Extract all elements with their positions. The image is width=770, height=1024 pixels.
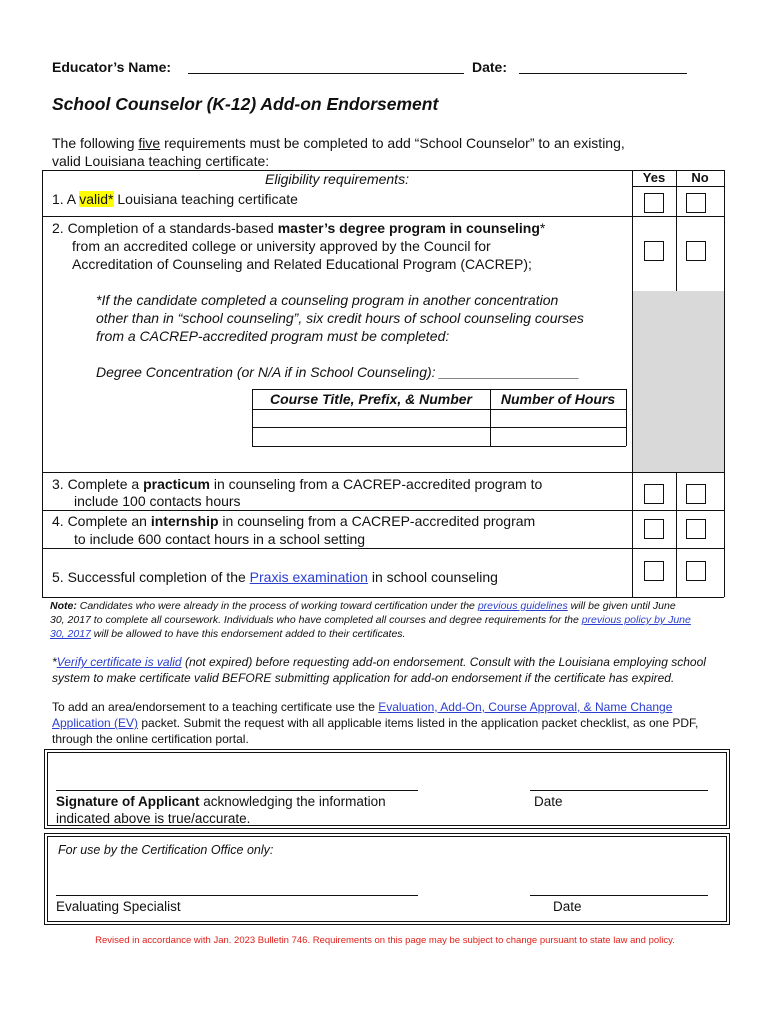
eligibility-heading: Eligibility requirements: <box>265 171 409 187</box>
req2-note-line2: other than in “school counseling”, six credit hours of school counseling courses <box>96 310 584 326</box>
office-date-line[interactable] <box>530 895 708 896</box>
req4-no-checkbox[interactable] <box>686 519 706 539</box>
signature-label-line2: indicated above is true/accurate. <box>56 811 251 826</box>
requirement-1: 1. A valid* Louisiana teaching certificate <box>52 191 298 207</box>
req1-yes-checkbox[interactable] <box>644 193 664 213</box>
signature-date-line[interactable] <box>530 790 708 791</box>
add-line3: through the online certification portal. <box>52 732 249 746</box>
shaded-cell <box>632 291 724 472</box>
req2-yes-checkbox[interactable] <box>644 241 664 261</box>
intro-text-line2: valid Louisiana teaching certificate: <box>52 153 270 169</box>
previous-policy-link-cont[interactable]: 30, 2017 <box>50 628 91 640</box>
previous-guidelines-link[interactable]: previous guidelines <box>477 600 568 612</box>
req5-yes-checkbox[interactable] <box>644 561 664 581</box>
hours-column-header: Number of Hours <box>500 391 616 407</box>
specialist-line[interactable] <box>56 895 418 896</box>
educator-name-field[interactable] <box>188 73 464 74</box>
req2-note-line3: from a CACREP-accredited program must be completed: <box>96 328 450 344</box>
requirement-2-line2: from an accredited college or university approved by the Council for <box>72 238 491 254</box>
no-column-header: No <box>691 170 709 185</box>
note-line3: 30, 2017 will be allowed to have this endorsement added to their certificates. <box>50 628 406 640</box>
requirement-2-line3: Accreditation of Counseling and Related Educational Program (CACREP); <box>72 256 532 272</box>
date-field[interactable] <box>519 73 687 74</box>
course-title-cell[interactable] <box>253 428 489 445</box>
verify-certificate-link[interactable]: Verify certificate is valid <box>56 655 182 669</box>
intro-text: The following five requirements must be completed to add “School Counselor” to an existing, <box>52 135 625 151</box>
note-line2: 30, 2017 to complete all coursework. Individuals who have completed all courses and degree requirements for the previous policy by June <box>50 614 691 626</box>
requirement-4: 4. Complete an internship in counseling from a CACREP-accredited program <box>52 513 536 529</box>
req4-yes-checkbox[interactable] <box>644 519 664 539</box>
course-title-column-header: Course Title, Prefix, & Number <box>269 391 472 407</box>
hours-cell[interactable] <box>491 410 625 426</box>
previous-policy-link[interactable]: previous policy by June <box>581 614 691 626</box>
req3-yes-checkbox[interactable] <box>644 484 664 504</box>
req2-note-line1: *If the candidate completed a counseling program in another concentration <box>96 292 559 308</box>
educator-name-label: Educator’s Name: <box>52 59 172 75</box>
footer-revision-note: Revised in accordance with Jan. 2023 Bulletin 746. Requirements on this page may be subject to change pursuant to state law and policy. <box>95 935 675 946</box>
add-line2: Application (EV) packet. Submit the request with all applicable items listed in the application packet checklist, as one PDF, <box>52 716 699 730</box>
requirement-5: 5. Successful completion of the Praxis examination in school counseling <box>52 569 498 585</box>
praxis-examination-link[interactable]: Praxis examination <box>249 569 368 585</box>
signature-line[interactable] <box>56 790 418 791</box>
req2-no-checkbox[interactable] <box>686 241 706 261</box>
ev-packet-link[interactable]: Evaluation, Add-On, Course Approval, & Name Change <box>378 700 673 714</box>
verify-line2: system to make certificate valid BEFORE submitting application for add-on endorsement if the certificate has expired. <box>52 671 675 685</box>
office-use-heading: For use by the Certification Office only: <box>58 843 274 857</box>
degree-concentration-field[interactable]: Degree Concentration (or N/A if in School Counseling): __________________ <box>96 364 580 380</box>
specialist-label: Evaluating Specialist <box>56 899 181 914</box>
signature-date-label: Date <box>534 794 563 809</box>
requirement-3: 3. Complete a practicum in counseling from a CACREP-accredited program to <box>52 476 543 492</box>
date-label: Date: <box>472 59 508 75</box>
yes-column-header: Yes <box>642 170 666 185</box>
course-title-cell[interactable] <box>253 410 489 426</box>
req1-no-checkbox[interactable] <box>686 193 706 213</box>
req5-no-checkbox[interactable] <box>686 561 706 581</box>
req3-no-checkbox[interactable] <box>686 484 706 504</box>
office-date-label: Date <box>553 899 582 914</box>
hours-cell[interactable] <box>491 428 625 445</box>
add-line1: To add an area/endorsement to a teaching certificate use the Evaluation, Add-On, Course Approval, & Name Change <box>52 700 673 714</box>
requirement-2: 2. Completion of a standards-based master’s degree program in counseling* <box>52 220 546 236</box>
signature-label: Signature of Applicant acknowledging the information <box>56 794 386 809</box>
requirement-4-line2: to include 600 contact hours in a school setting <box>74 531 366 547</box>
note-line1: Note: Candidates who were already in the process of working toward certification under the previous guidelines will be given until June <box>50 600 676 612</box>
verify-line1: *Verify certificate is valid (not expired) before requesting add-on endorsement. Consult with the Louisiana employing school <box>52 655 706 669</box>
requirement-3-line2: include 100 contacts hours <box>74 493 241 509</box>
ev-packet-link-cont[interactable]: Application (EV) <box>52 716 139 730</box>
page-title: School Counselor (K-12) Add-on Endorsement <box>52 94 439 114</box>
